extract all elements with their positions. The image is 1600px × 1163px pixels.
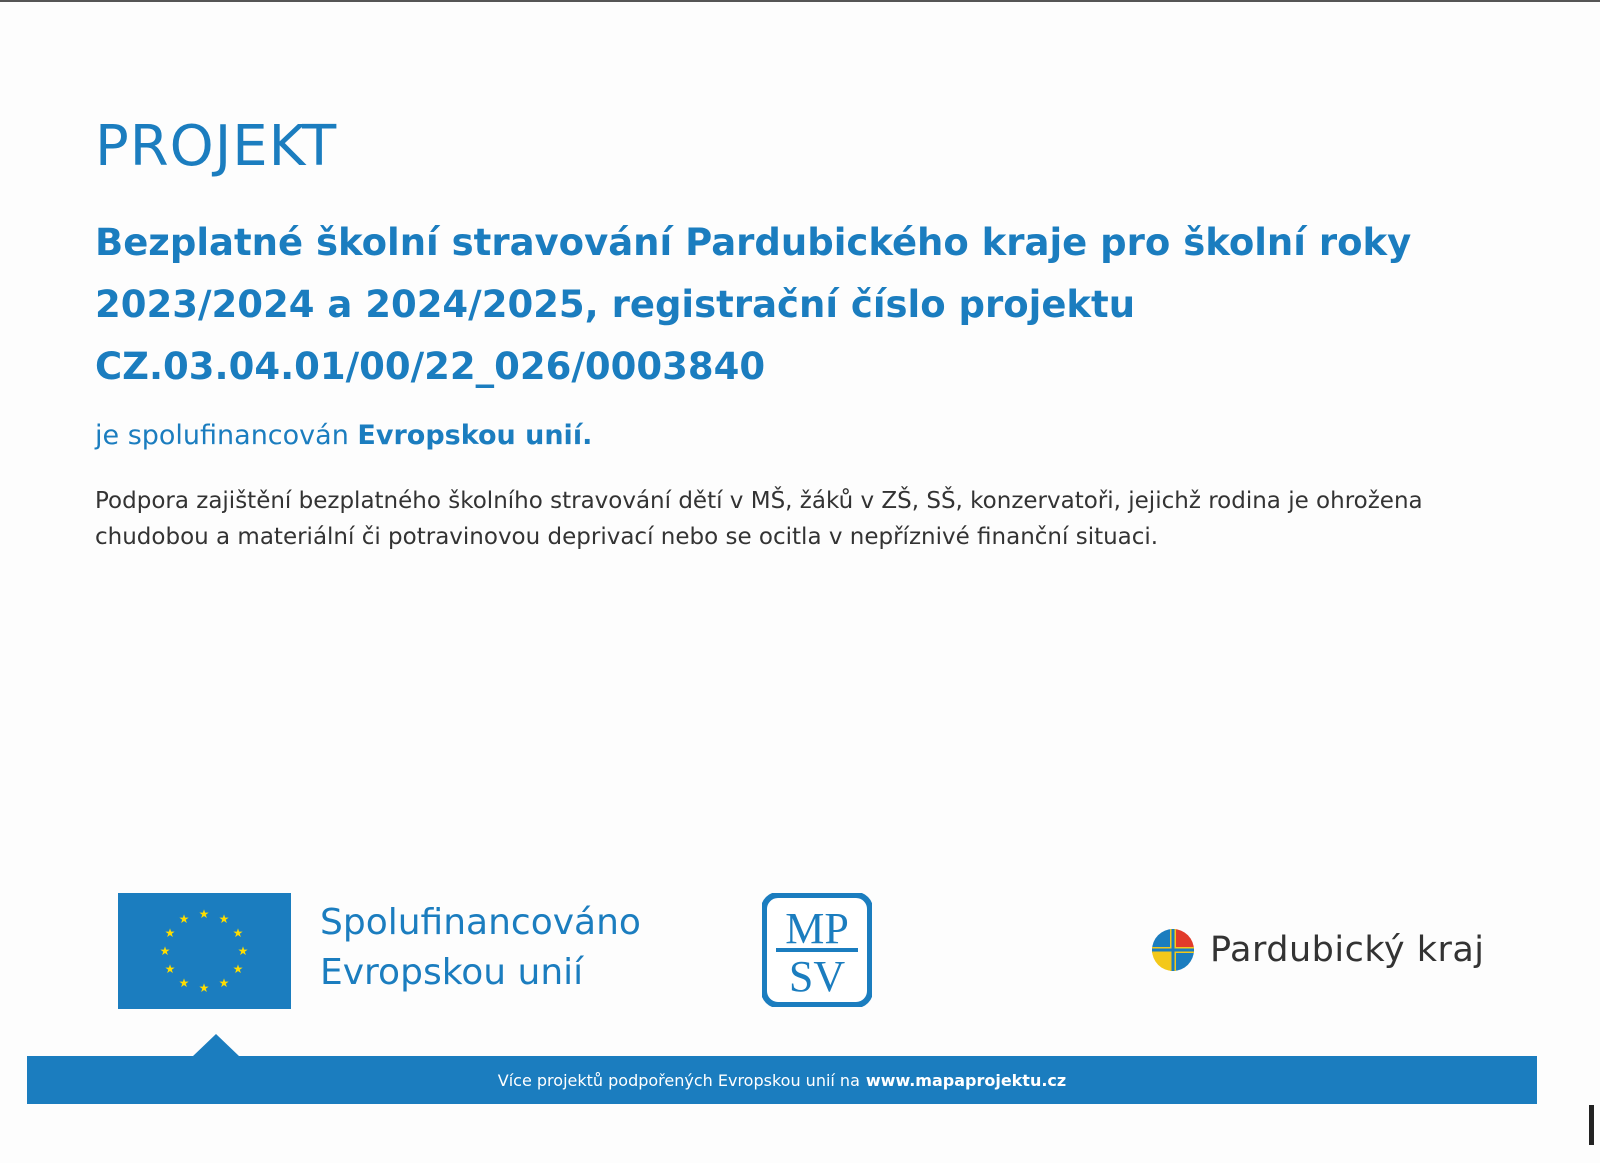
mpsv-bottom-text: SV: [788, 952, 846, 1001]
svg-text:★: ★: [164, 926, 176, 940]
pardubicky-kraj-cross-icon: [1150, 927, 1196, 973]
projekt-label: PROJEKT: [95, 114, 338, 179]
svg-text:★: ★: [218, 976, 230, 990]
svg-text:★: ★: [198, 981, 210, 995]
svg-text:★: ★: [198, 907, 210, 921]
svg-text:★: ★: [232, 962, 244, 976]
svg-text:★: ★: [232, 926, 244, 940]
footer-bar: [27, 1056, 1537, 1104]
eu-cofinanced-text: [320, 898, 641, 998]
cofinanced-entity: Evropskou unií.: [357, 420, 593, 451]
footer-notch: [192, 1034, 240, 1057]
eu-stars: [118, 893, 291, 1009]
scan-top-edge: [0, 0, 1600, 2]
eu-text-line1: Spolufinancováno: [320, 902, 641, 943]
cofinanced-prefix: je spolufinancován: [95, 420, 349, 451]
svg-text:★: ★: [178, 976, 190, 990]
pardubicky-kraj-logo: [1150, 927, 1485, 973]
mpsv-top-text: MP: [785, 904, 849, 953]
mapaprojektu-link[interactable]: www.mapaprojektu.cz: [865, 1070, 1067, 1090]
svg-text:★: ★: [178, 912, 190, 926]
project-title: Bezplatné školní stravování Pardubického kraje pro školní roky 2023/2024 a 2024/2025, registrační číslo projektu CZ.03.04.01/00/22_026/0003840: [95, 221, 1412, 388]
eu-text-line2: Evropskou unií: [320, 952, 584, 993]
svg-text:★: ★: [218, 912, 230, 926]
svg-text:★: ★: [237, 944, 249, 958]
scan-edge-mark: [1589, 1105, 1594, 1145]
mpsv-logo-icon: [762, 893, 872, 1007]
svg-text:★: ★: [164, 962, 176, 976]
pardubicky-kraj-text: Pardubický kraj: [1210, 930, 1485, 970]
svg-text:★: ★: [159, 944, 171, 958]
eu-flag-icon: [118, 893, 291, 1009]
cofinanced-statement: [95, 420, 592, 451]
project-description: Podpora zajištění bezplatného školního stravování dětí v MŠ, žáků v ZŠ, SŠ, konzervatoři, jejichž rodina je ohrožena chudobou a materiální či potravinovou deprivací nebo se ocitla v nepříznivé finanční situaci.: [95, 488, 1423, 550]
footer-text: Více projektů podpořených Evropskou unií na: [497, 1070, 860, 1090]
